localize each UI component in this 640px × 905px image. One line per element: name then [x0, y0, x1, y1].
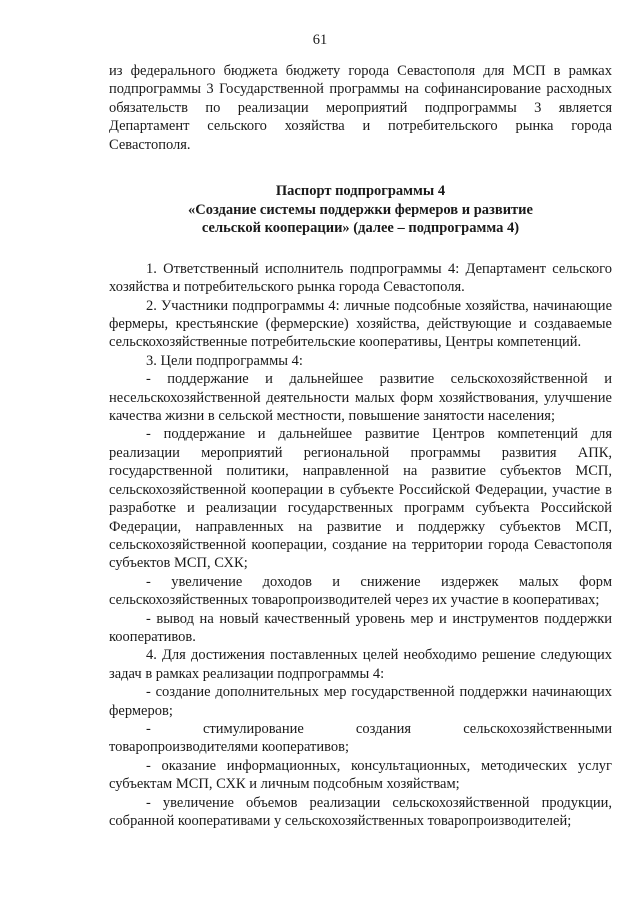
title-line-3: сельской кооперации» (далее – подпрограмма 4) — [201, 220, 520, 237]
title-line-2: «Создание системы поддержки фермеров и развитие — [188, 201, 533, 218]
intro-paragraph: из федерального бюджета бюджету города Севастополя для МСП в рамках подпрограммы 3 Государственной программы на софинансирование расходных обязательств по реализации мероприятий подпрограммы 3 является Департамент сельского хозяйства и потребительского рынка города Севастополя. — [109, 63, 612, 153]
goal-item: - поддержание и дальнейшее развитие Центров компетенций для реализации мероприятий региональной программы развития АПК, государственной политики, направленной на развитие субъектов МСП, сельскохозяйственной кооперации в субъекте Российской Федерации, участие в разработке и реализации государственных программ субъекта Российской Федерации, направленных на развитие и поддержку субъектов МСП, сельскохозяйственной кооперации, создание на территории города Севастополя субъектов МСП, СХК; — [109, 426, 612, 572]
document-body — [109, 62, 612, 830]
goal-item: - увеличение доходов и снижение издержек малых форм сельскохозяйственных товаропроизводителей через их участие в кооперативах; — [109, 573, 612, 609]
task-item: - увеличение объемов реализации сельскохозяйственной продукции, собранной кооперативами у сельскохозяйственных товаропроизводителей; — [109, 794, 612, 829]
goal-item: - поддержание и дальнейшее развитие сельскохозяйственной и несельскохозяйственной деятельности малых форм хозяйствования, улучшение качества жизни в сельской местности, повышение занятости населения; — [109, 371, 612, 425]
task-item: - стимулирование создания сельскохозяйственными товаропроизводителями кооперативов; — [109, 720, 612, 756]
page-number: 61 — [312, 32, 328, 48]
paragraph-participants: 2. Участники подпрограммы 4: личные подсобные хозяйства, начинающие фермеры, крестьянские (фермерские) хозяйства, действующие и создаваемые сельскохозяйственные потребительские кооперативы, Центры компетенций. — [109, 297, 612, 351]
paragraph-goals-heading: 3. Цели подпрограммы 4: — [146, 352, 303, 369]
goal-item: - вывод на новый качественный уровень мер и инструментов поддержки кооперативов. — [109, 610, 612, 645]
title-line-1: Паспорт подпрограммы 4 — [275, 183, 446, 200]
paragraph-responsible: 1. Ответственный исполнитель подпрограммы 4: Департамент сельского хозяйства и потребительского рынка города Севастополя. — [109, 260, 612, 296]
task-item: - создание дополнительных мер государственной поддержки начинающих фермеров; — [109, 684, 612, 719]
task-item: - оказание информационных, консультационных, методических услуг субъектам МСП, СХК и личным подсобным хозяйствам; — [109, 757, 612, 793]
paragraph-tasks-heading: 4. Для достижения поставленных целей необходимо решение следующих задач в рамках реализации подпрограммы 4: — [109, 647, 612, 682]
subprogram-title — [109, 182, 612, 238]
